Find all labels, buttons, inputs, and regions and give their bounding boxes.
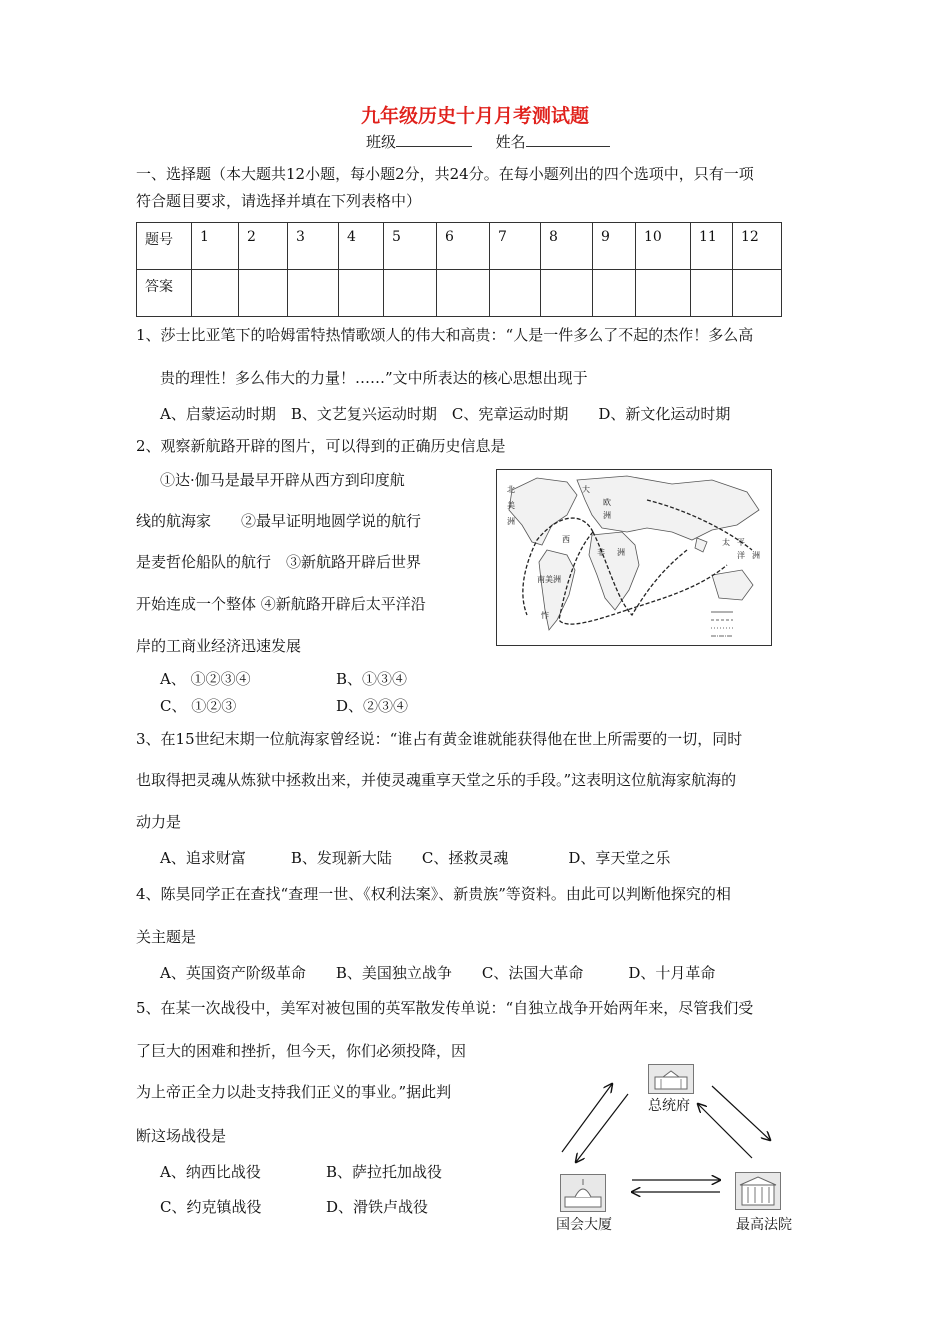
answer-cell[interactable]: [339, 270, 384, 317]
section1-line1: 一、选择题（本大题共12小题，每小题2分，共24分。在每小题列出的四个选项中，只有一项: [136, 165, 754, 183]
q4-line1: 4、陈昊同学正在查找“查理一世、《权利法案》、新贵族”等资料。由此可以判断他探究的相: [136, 885, 731, 903]
table-cell: 10: [636, 223, 691, 270]
q2-stem: 2、观察新航路开辟的图片，可以得到的正确历史信息是: [136, 437, 506, 455]
q5-option-b: B、萨拉托加战役: [326, 1163, 443, 1181]
q3-options: A、追求财富 B、发现新大陆 C、拯救灵魂 D、享天堂之乐: [160, 849, 671, 867]
map-label: 太: [722, 538, 730, 547]
answer-cell[interactable]: [733, 270, 782, 317]
table-cell: 9: [593, 223, 636, 270]
class-label: 班级: [366, 133, 397, 151]
answer-cell[interactable]: [437, 270, 490, 317]
answer-cell[interactable]: [636, 270, 691, 317]
map-label: 北: [507, 485, 515, 494]
q5-line3: 为上帝正全力以赴支持我们正义的事业。”据此判: [136, 1083, 452, 1101]
name-label: 姓名: [495, 133, 526, 151]
answer-cell[interactable]: [384, 270, 437, 317]
q3-line2: 也取得把灵魂从炼狱中拯救出来，并使灵魂重享天堂之乐的手段。”这表明这位航海家航海的: [136, 771, 737, 789]
q4-line2: 关主题是: [136, 928, 197, 946]
map-label: 怍: [541, 611, 549, 620]
q4-options: A、英国资产阶级革命 B、美国独立战争 C、法国大革命 D、十月革命: [160, 964, 716, 982]
row-label: 题号: [137, 223, 192, 270]
map-label: 洲: [507, 517, 515, 526]
q5-line2: 了巨大的困难和挫折，但今天，你们必须投降，因: [136, 1042, 467, 1060]
table-cell: 1: [192, 223, 239, 270]
table-cell: 3: [288, 223, 339, 270]
q1-line2: 贵的理性！多么伟大的力量！……”文中所表达的核心思想出现于: [160, 369, 588, 387]
answer-cell[interactable]: [192, 270, 239, 317]
table-cell: 6: [437, 223, 490, 270]
table-cell: 8: [541, 223, 593, 270]
table-cell: 11: [691, 223, 733, 270]
q1-options: A、启蒙运动时期 B、文艺复兴运动时期 C、宪章运动时期 D、新文化运动时期: [160, 405, 731, 423]
map-label: 洲: [752, 551, 760, 560]
page-title: 九年级历史十月月考测试题: [360, 105, 589, 127]
table-cell: 5: [384, 223, 437, 270]
table-row-answers: [137, 270, 782, 317]
diagram-right-label: 最高法院: [736, 1217, 792, 1233]
q2-option-c: C、 ①②③: [160, 697, 237, 715]
map-label: 非: [597, 548, 605, 557]
diagram-arrows: [540, 1060, 800, 1210]
q3-line3: 动力是: [136, 813, 182, 831]
name-blank[interactable]: [526, 132, 610, 147]
answer-cell[interactable]: [691, 270, 733, 317]
q2-line: 是麦哲伦船队的航行 ③新航路开辟后世界: [136, 553, 422, 571]
q2-option-b: B、①③④: [336, 670, 408, 688]
map-label: 西: [562, 535, 570, 544]
map-label: 美: [507, 501, 515, 510]
answer-cell[interactable]: [593, 270, 636, 317]
answer-cell[interactable]: [288, 270, 339, 317]
row-label: 答案: [137, 270, 192, 317]
table-cell: 12: [733, 223, 782, 270]
q5-option-c: C、约克镇战役: [160, 1198, 262, 1216]
q2-option-a: A、 ①②③④: [160, 670, 251, 688]
answer-cell[interactable]: [490, 270, 541, 317]
q5-line4: 断这场战役是: [136, 1127, 227, 1145]
new-sea-routes-map: [496, 469, 772, 646]
q5-option-d: D、滑铁卢战役: [326, 1198, 429, 1216]
map-label: 洲: [617, 548, 625, 557]
q5-option-a: A、纳西比战役: [160, 1163, 261, 1181]
q1-line1: 1、莎士比亚笔下的哈姆雷特热情歌颂人的伟大和高贵：“人是一件多么了不起的杰作！多么高: [136, 326, 754, 344]
map-label: 欧: [603, 498, 611, 507]
answer-cell[interactable]: [541, 270, 593, 317]
map-label: 大: [582, 485, 590, 494]
diagram-top-label: 总统府: [648, 1098, 690, 1114]
map-label: 平: [737, 538, 745, 547]
student-info: [366, 132, 610, 152]
diagram-left-label: 国会大厦: [556, 1217, 612, 1233]
table-cell: 7: [490, 223, 541, 270]
q2-line: ①达·伽马是最早开辟从西方到印度航: [160, 471, 405, 489]
q2-line: 岸的工商业经济迅速发展: [136, 637, 302, 655]
q2-option-d: D、②③④: [336, 697, 409, 715]
table-row-numbers: [137, 223, 782, 270]
q2-line: 开始连成一个整体 ④新航路开辟后太平洋沿: [136, 595, 426, 613]
table-cell: 2: [239, 223, 288, 270]
map-label: 洋: [737, 551, 745, 560]
q5-line1: 5、在某一次战役中，美军对被包围的英军散发传单说：“自独立战争开始两年来，尽管我们受: [136, 999, 754, 1017]
q2-line: 线的航海家 ②最早证明地圆学说的航行: [136, 512, 422, 530]
class-blank[interactable]: [396, 132, 472, 147]
section1-line2: 符合题目要求，请选择并填在下列表格中）: [136, 192, 422, 210]
q3-line1: 3、在15世纪末期一位航海家曾经说：“谁占有黄金谁就能获得他在世上所需要的一切，同时: [136, 730, 743, 748]
answer-cell[interactable]: [239, 270, 288, 317]
world-map-icon: [497, 470, 771, 645]
answer-table: [136, 222, 782, 317]
table-cell: 4: [339, 223, 384, 270]
map-label: 南美洲: [537, 575, 561, 584]
map-label: 洲: [603, 511, 611, 520]
